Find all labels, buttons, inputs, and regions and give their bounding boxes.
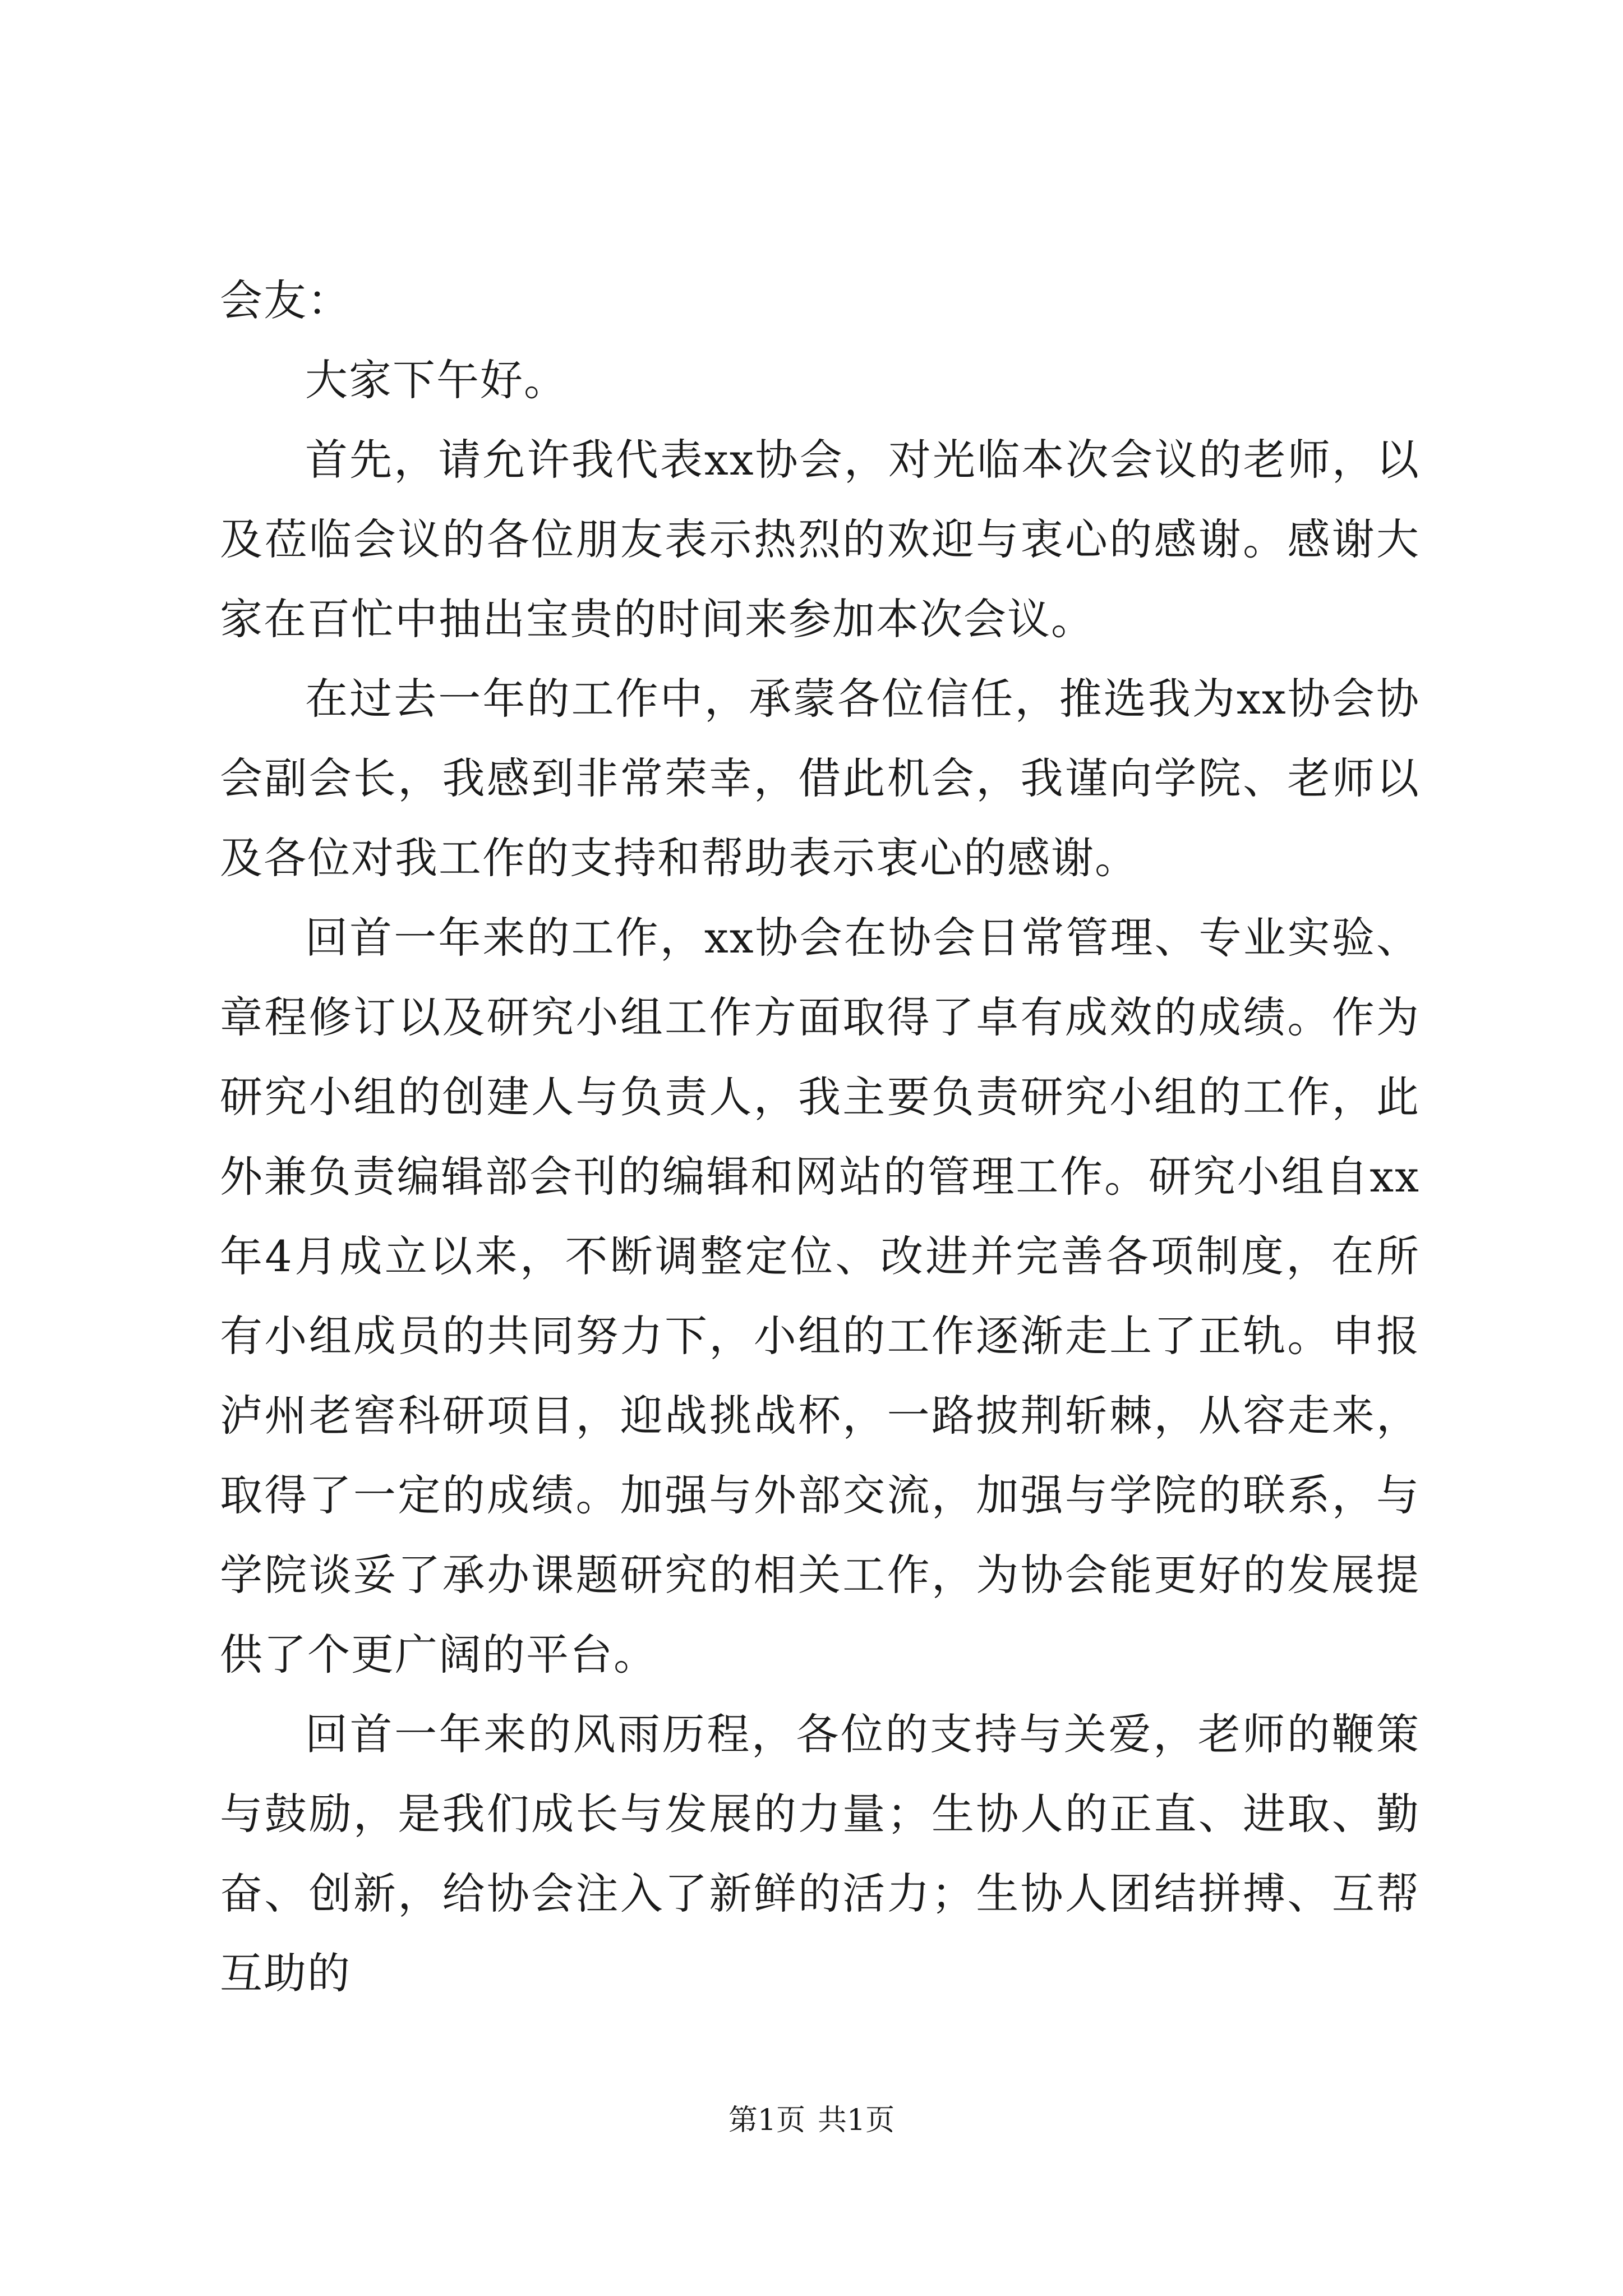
paragraph-greeting: 大家下午好。 <box>305 355 568 405</box>
salutation: 会友： <box>220 275 351 325</box>
paragraph-welcome: 首先，请允许我代表xx协会，对光临本次会议的老师，以及莅临会议的各位朋友表示热烈的欢迎与衷心的感谢。感谢大家在百忙中抽出宝贵的时间来参加本次会议。 <box>220 435 1420 644</box>
paragraph-review: 回首一年来的工作，xx协会在协会日常管理、专业实验、章程修订以及研究小组工作方面取得了卓有成效的成绩。作为研究小组的创建人与负责人，我主要负责研究小组的工作，此外兼负责编辑部会刊的编辑和网站的管理工作。研究小组自xx年4月成立以来，不断调整定位、改进并完善各项制度，在所有小组成员的共同努力下，小组的工作逐渐走上了正轨。申报泸州老窖科研项目，迎战挑战杯，一路披荆斩棘，从容走来，取得了一定的成绩。加强与外部交流，加强与学院的联系，与学院谈妥了承办课题研究的相关工作，为协会能更好的发展提供了个更广阔的平台。 <box>220 913 1420 1680</box>
document-body <box>220 261 1420 2013</box>
paragraph-thanks: 在过去一年的工作中，承蒙各位信任，推选我为xx协会协会副会长，我感到非常荣幸，借此机会，我谨向学院、老师以及各位对我工作的支持和帮助表示衷心的感谢。 <box>220 674 1420 883</box>
page-footer <box>0 2101 1623 2140</box>
page-number-current: 第1页 <box>728 2104 805 2137</box>
paragraph-reflection: 回首一年来的风雨历程，各位的支持与关爱，老师的鞭策与鼓励，是我们成长与发展的力量；生协人的正直、进取、勤奋、创新，给协会注入了新鲜的活力；生协人团结拼搏、互帮互助的 <box>220 1709 1420 1998</box>
page-number-total: 共1页 <box>818 2104 895 2137</box>
